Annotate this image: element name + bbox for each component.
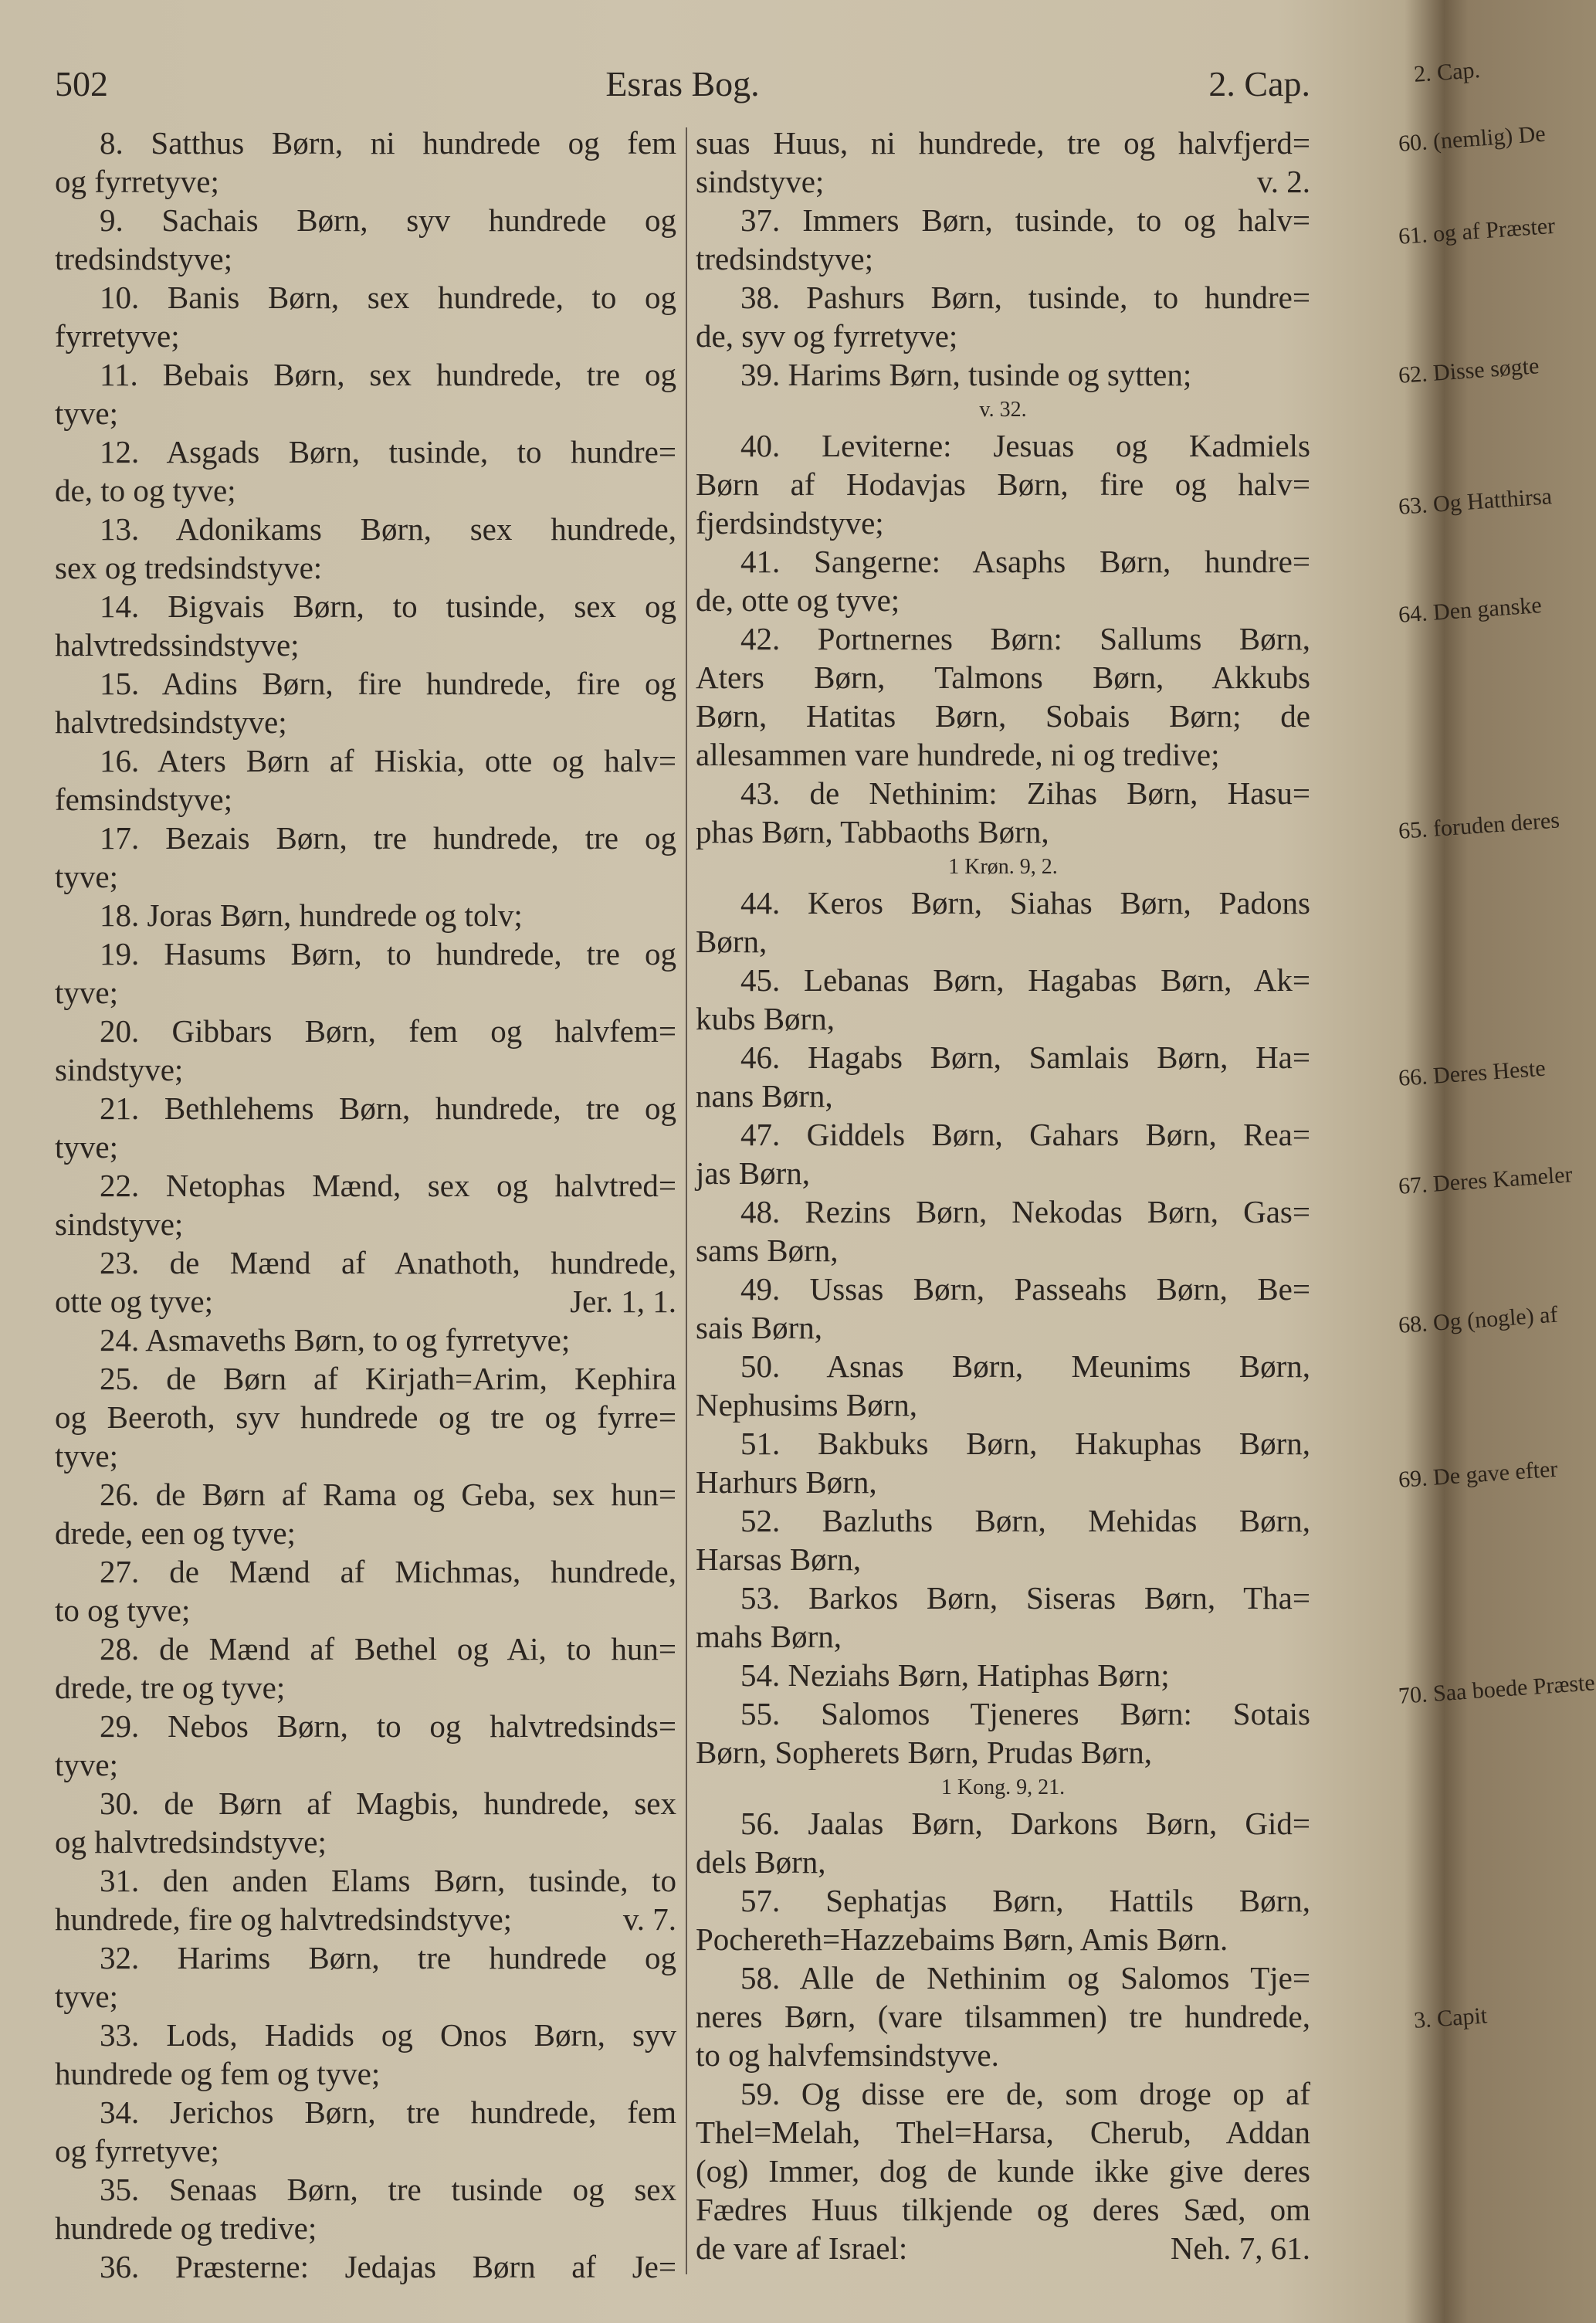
text-line — [696, 1192, 1310, 1231]
line-text: 15. Adins Børn, fire hundrede, fire og — [100, 666, 676, 701]
line-text: fyrretyve; — [55, 318, 180, 354]
line-text: tyve; — [55, 859, 118, 894]
line-text: 21. Bethlehems Børn, hundrede, tre og — [100, 1090, 676, 1126]
line-text: de, to og tyve; — [55, 473, 236, 508]
line-text: tyve; — [55, 1438, 118, 1473]
text-line — [696, 735, 1310, 774]
cross-reference: 1 Kong. 9, 21. — [940, 1775, 1066, 1799]
line-text: halvtredssindstyve; — [55, 627, 300, 663]
text-line — [696, 1540, 1310, 1579]
text-line — [696, 922, 1310, 961]
text-line — [55, 548, 676, 587]
line-text: 44. Keros Børn, Siahas Børn, Padons — [740, 885, 1310, 921]
text-line — [55, 780, 676, 819]
text-line — [696, 1308, 1310, 1347]
text-line — [696, 1843, 1310, 1881]
line-text: dels Børn, — [696, 1844, 826, 1880]
next-page-fragment: 63. Og Hatthirsa — [1398, 483, 1553, 520]
line-text: sindstyve; — [55, 1052, 184, 1087]
text-line — [55, 124, 676, 162]
text-line — [55, 1861, 676, 1900]
line-text: kubs Børn, — [696, 1001, 835, 1036]
text-line — [696, 1694, 1310, 1733]
line-text: 32. Harims Børn, tre hundrede og — [100, 1940, 676, 1975]
text-line — [696, 355, 1310, 394]
text-line — [55, 587, 676, 626]
line-text: 45. Lebanas Børn, Hagabas Børn, Ak= — [740, 962, 1310, 998]
verse — [696, 2074, 1310, 2267]
text-line — [696, 124, 1310, 162]
verse — [696, 883, 1310, 961]
line-text: fjerdsindstyve; — [696, 505, 884, 541]
line-text: allesammen vare hundrede, ni og tredive; — [696, 737, 1220, 772]
line-text: 19. Hasums Børn, to hundrede, tre og — [100, 936, 676, 972]
line-text: 29. Nebos Børn, to og halvtredsinds= — [100, 1708, 676, 1744]
line-text: phas Børn, Tabbaoths Børn, — [696, 814, 1049, 850]
line-text: og fyrretyve; — [55, 164, 219, 199]
line-text: tyve; — [55, 975, 118, 1010]
verse — [55, 510, 676, 587]
cross-reference: 1 Krøn. 9, 2. — [948, 855, 1058, 879]
text-line — [55, 2247, 676, 2286]
text-line — [55, 239, 676, 278]
text-line — [55, 1128, 676, 1166]
text-line — [696, 1231, 1310, 1270]
text-line — [696, 1463, 1310, 1501]
text-line — [55, 2209, 676, 2247]
line-text: 28. de Mænd af Bethel og Ai, to hun= — [100, 1631, 676, 1667]
text-line — [55, 201, 676, 239]
text-line — [55, 510, 676, 548]
text-line — [55, 1784, 676, 1823]
line-text: 41. Sangerne: Asaphs Børn, hundre= — [740, 544, 1310, 579]
line-text: 54. Neziahs Børn, Hatiphas Børn; — [740, 1657, 1170, 1693]
text-line — [55, 2054, 676, 2093]
line-text: 39. Harims Børn, tusinde og sytten; — [740, 357, 1192, 392]
text-line — [696, 812, 1310, 851]
verse — [55, 587, 676, 664]
verse — [696, 1038, 1310, 1115]
line-text: otte og tyve; — [55, 1284, 213, 1319]
text-line — [696, 1154, 1310, 1192]
line-text: de, otte og tyve; — [696, 582, 900, 618]
next-page-fragment: 60. (nemlig) De — [1398, 120, 1547, 157]
next-page-fragment: 66. Deres Heste — [1398, 1055, 1547, 1091]
text-line — [696, 961, 1310, 999]
text-line — [55, 1359, 676, 1398]
line-text: sais Børn, — [696, 1310, 822, 1345]
line-text: to og halvfemsindstyve. — [696, 2037, 999, 2073]
verse — [696, 961, 1310, 1038]
chapter-label: 2. Cap. — [1208, 64, 1310, 103]
line-text: sindstyve; — [696, 164, 825, 199]
line-text: 38. Pashurs Børn, tusinde, to hundre= — [740, 280, 1310, 315]
line-text: tyve; — [55, 1979, 118, 2014]
text-line — [55, 162, 676, 201]
text-line — [55, 1475, 676, 1514]
verse — [55, 1938, 676, 2016]
line-text: 14. Bigvais Børn, to tusinde, sex og — [100, 588, 676, 624]
text-line — [696, 162, 1310, 201]
verse — [55, 896, 676, 934]
line-text: jas Børn, — [696, 1155, 811, 1191]
line-text: tyve; — [55, 1129, 118, 1165]
line-text: 23. de Mænd af Anathoth, hundrede, — [100, 1245, 676, 1280]
line-text: 26. de Børn af Rama og Geba, sex hun= — [100, 1477, 676, 1512]
verse — [696, 1656, 1310, 1694]
text-line — [696, 2036, 1310, 2074]
line-text: suas Huus, ni hundrede, tre og halvfjerd= — [696, 125, 1310, 161]
text-line — [696, 1579, 1310, 1617]
text-line — [696, 1997, 1310, 2036]
line-text: 57. Sephatjas Børn, Hattils Børn, — [740, 1883, 1310, 1918]
line-text: Fædres Huus tilkjende og deres Sæd, om — [696, 2192, 1310, 2227]
text-line — [55, 1977, 676, 2016]
line-text: Aters Børn, Talmons Børn, Akkubs — [696, 660, 1310, 695]
text-line — [55, 1900, 676, 1938]
verse — [55, 355, 676, 432]
text-line — [55, 1398, 676, 1436]
next-page-fragment: 65. foruden deres — [1398, 807, 1560, 844]
verse — [696, 1424, 1310, 1501]
line-text: 30. de Børn af Magbis, hundrede, sex — [100, 1785, 676, 1821]
verse — [696, 426, 1310, 542]
line-text: hundrede, fire og halvtredsindstyve; — [55, 1901, 513, 1937]
line-text: 47. Giddels Børn, Gahars Børn, Rea= — [740, 1117, 1310, 1152]
text-line — [696, 1038, 1310, 1077]
text-line — [696, 1733, 1310, 1772]
verse — [55, 1359, 676, 1475]
right-text-column — [696, 124, 1310, 2267]
text-line — [55, 1823, 676, 1861]
text-line — [696, 1424, 1310, 1463]
line-text: drede, tre og tyve; — [55, 1670, 286, 1705]
text-line — [696, 1347, 1310, 1385]
line-text: Pochereth=Hazzebaims Børn, Amis Børn. — [696, 1921, 1228, 1957]
line-text: 8. Satthus Børn, ni hundrede og fem — [100, 125, 676, 161]
line-text: og fyrretyve; — [55, 2133, 219, 2169]
line-text: og Beeroth, syv hundrede og tre og fyrre= — [55, 1399, 676, 1435]
verse — [55, 1784, 676, 1861]
text-line — [696, 697, 1310, 735]
line-text: Børn af Hodavjas Børn, fire og halv= — [696, 466, 1310, 502]
verse — [55, 2247, 676, 2286]
verse — [55, 1321, 676, 1359]
line-text: nans Børn, — [696, 1078, 833, 1114]
line-text: to og tyve; — [55, 1592, 191, 1628]
line-text: de vare af Israel: — [696, 2230, 908, 2266]
verse — [696, 774, 1310, 851]
text-line — [696, 1804, 1310, 1843]
text-line — [696, 1385, 1310, 1424]
text-line — [55, 1668, 676, 1707]
text-line — [696, 2152, 1310, 2190]
text-line — [55, 1012, 676, 1050]
text-line — [696, 542, 1310, 581]
next-page-fragment: 68. Og (nogle) af — [1398, 1301, 1559, 1338]
text-line — [55, 741, 676, 780]
verse — [55, 201, 676, 278]
text-line — [696, 1881, 1310, 1920]
line-text: Harhurs Børn, — [696, 1464, 877, 1500]
text-line — [55, 1089, 676, 1128]
verse — [696, 1192, 1310, 1270]
verse — [55, 2170, 676, 2247]
text-line — [696, 1617, 1310, 1656]
line-text: og halvtredsindstyve; — [55, 1824, 327, 1860]
verse — [696, 1881, 1310, 1958]
text-line — [696, 1270, 1310, 1308]
verse — [55, 664, 676, 741]
text-line — [55, 857, 676, 896]
text-line — [55, 317, 676, 355]
line-text: 35. Senaas Børn, tre tusinde og sex — [100, 2172, 676, 2207]
line-text: Børn, — [696, 924, 768, 959]
text-line — [55, 934, 676, 973]
text-line — [696, 426, 1310, 465]
line-text: 13. Adonikams Børn, sex hundrede, — [100, 511, 676, 547]
text-line — [55, 2170, 676, 2209]
text-line — [696, 619, 1310, 658]
text-line — [696, 999, 1310, 1038]
text-line — [55, 1629, 676, 1668]
cross-reference-note: Neh. 7, 61. — [1170, 2230, 1310, 2266]
text-line — [55, 1707, 676, 1745]
verse — [55, 819, 676, 896]
verse — [696, 1694, 1310, 1772]
text-line — [55, 896, 676, 934]
line-text: 33. Lods, Hadids og Onos Børn, syv — [100, 2017, 676, 2053]
line-text: 48. Rezins Børn, Nekodas Børn, Gas= — [740, 1194, 1310, 1229]
next-page-fragment: 69. De gave efter — [1398, 1456, 1559, 1493]
line-text: drede, een og tyve; — [55, 1515, 296, 1551]
text-line — [55, 471, 676, 510]
running-header — [55, 63, 1310, 110]
text-line — [55, 703, 676, 741]
next-page-fragment: 62. Disse søgte — [1398, 353, 1540, 388]
line-text: 51. Bakbuks Børn, Hakuphas Børn, — [740, 1426, 1310, 1461]
text-line — [55, 2093, 676, 2131]
text-line — [55, 973, 676, 1012]
line-text: 58. Alle de Nethinim og Salomos Tje= — [740, 1960, 1310, 1996]
text-line — [696, 2229, 1310, 2267]
line-text: hundrede og tredive; — [55, 2210, 317, 2246]
text-line — [55, 1745, 676, 1784]
text-line — [55, 1166, 676, 1205]
text-line — [55, 1514, 676, 1552]
next-page-fragment: 70. Saa boede Præste — [1398, 1670, 1596, 1709]
verse — [55, 1552, 676, 1629]
line-text: 49. Ussas Børn, Passeahs Børn, Be= — [740, 1271, 1310, 1307]
verse — [696, 619, 1310, 774]
verse — [55, 1629, 676, 1707]
line-text: 24. Asmaveths Børn, to og fyrretyve; — [100, 1322, 571, 1358]
line-text: 18. Joras Børn, hundrede og tolv; — [100, 897, 523, 933]
text-line — [55, 1938, 676, 1977]
line-text: 55. Salomos Tjeneres Børn: Sotais — [740, 1696, 1310, 1731]
text-line — [696, 1958, 1310, 1997]
line-text: 53. Barkos Børn, Siseras Børn, Tha= — [740, 1580, 1310, 1616]
line-text: 43. de Nethinim: Zihas Børn, Hasu= — [740, 775, 1310, 811]
line-text: tredsindstyve; — [696, 241, 874, 276]
text-line — [696, 1501, 1310, 1540]
verse — [696, 1804, 1310, 1881]
line-text: Nephusims Børn, — [696, 1387, 917, 1423]
text-line — [696, 2190, 1310, 2229]
text-line — [696, 1115, 1310, 1154]
line-text: 22. Netophas Mænd, sex og halvtred= — [100, 1168, 676, 1203]
line-text: tyve; — [55, 1747, 118, 1782]
text-line — [55, 819, 676, 857]
line-text: 40. Leviterne: Jesuas og Kadmiels — [740, 428, 1310, 463]
verse — [696, 542, 1310, 619]
text-line — [696, 883, 1310, 922]
next-page-fragment: 64. Den ganske — [1398, 592, 1543, 628]
verse — [55, 1089, 676, 1166]
book-title: Esras Bog. — [605, 64, 760, 103]
line-text: 9. Sachais Børn, syv hundrede og — [100, 202, 676, 238]
line-text: 25. de Børn af Kirjath=Arim, Kephira — [100, 1361, 676, 1396]
line-text: sams Børn, — [696, 1233, 839, 1268]
text-line — [696, 239, 1310, 278]
line-text: tredsindstyve; — [55, 241, 233, 276]
line-text: 34. Jerichos Børn, tre hundrede, fem — [100, 2094, 676, 2130]
text-line — [696, 581, 1310, 619]
next-page-fragment: 61. og af Præster — [1398, 212, 1557, 249]
verse — [696, 1501, 1310, 1579]
verse — [55, 934, 676, 1012]
verse — [55, 1243, 676, 1321]
line-text: hundrede og fem og tyve; — [55, 2056, 381, 2091]
text-line — [55, 1243, 676, 1282]
text-line — [55, 355, 676, 394]
page-number: 502 — [55, 64, 108, 103]
text-line — [696, 1077, 1310, 1115]
line-text: mahs Børn, — [696, 1619, 842, 1654]
line-text: 59. Og disse ere de, som droge op af — [740, 2076, 1310, 2111]
line-text: neres Børn, (vare tilsammen) tre hundrede, — [696, 1999, 1310, 2034]
adjacent-page-edge — [1390, 0, 1596, 2323]
column-divider — [686, 127, 687, 2274]
verse — [55, 2016, 676, 2093]
next-page-fragment: 2. Cap. — [1413, 57, 1481, 87]
verse — [696, 124, 1310, 201]
line-text: 56. Jaalas Børn, Darkons Børn, Gid= — [740, 1806, 1310, 1841]
line-text: sindstyve; — [55, 1206, 184, 1242]
line-text: 46. Hagabs Børn, Samlais Børn, Ha= — [740, 1039, 1310, 1075]
left-text-column — [55, 124, 676, 2286]
line-text: de, syv og fyrretyve; — [696, 318, 958, 354]
verse — [696, 1270, 1310, 1347]
verse — [55, 1861, 676, 1938]
text-line — [55, 432, 676, 471]
cross-reference-note: Jer. 1, 1. — [570, 1284, 676, 1319]
line-text: 16. Aters Børn af Hiskia, otte og halv= — [100, 743, 676, 778]
text-line — [55, 1321, 676, 1359]
line-text: 50. Asnas Børn, Meunims Børn, — [740, 1348, 1310, 1384]
text-line — [55, 1552, 676, 1591]
text-line — [696, 317, 1310, 355]
verse — [55, 741, 676, 819]
verse — [696, 278, 1310, 355]
verse — [55, 1707, 676, 1784]
verse — [55, 1012, 676, 1089]
line-text: 17. Bezais Børn, tre hundrede, tre og — [100, 820, 676, 856]
verse — [696, 1347, 1310, 1424]
line-text: (og) Immer, dog de kunde ikke give deres — [696, 2153, 1310, 2189]
text-line — [696, 504, 1310, 542]
verse — [696, 355, 1310, 394]
text-line — [55, 278, 676, 317]
line-text: 11. Bebais Børn, sex hundrede, tre og — [100, 357, 676, 392]
line-text: 27. de Mænd af Michmas, hundrede, — [100, 1554, 676, 1589]
verse — [55, 1166, 676, 1243]
verse — [696, 1579, 1310, 1656]
line-text: 20. Gibbars Børn, fem og halvfem= — [100, 1013, 676, 1049]
verse — [55, 1475, 676, 1552]
text-line — [696, 1656, 1310, 1694]
line-text: 42. Portnernes Børn: Sallums Børn, — [740, 621, 1310, 656]
line-text: 52. Bazluths Børn, Mehidas Børn, — [740, 1503, 1310, 1538]
text-line — [696, 1920, 1310, 1958]
text-line — [55, 626, 676, 664]
text-line — [55, 1205, 676, 1243]
text-line — [55, 1050, 676, 1089]
text-line — [55, 1591, 676, 1629]
verse — [696, 201, 1310, 278]
cross-reference-note: v. 7. — [622, 1901, 676, 1937]
verse — [55, 124, 676, 201]
text-line — [55, 1282, 676, 1321]
text-line — [696, 201, 1310, 239]
cross-reference: v. 32. — [979, 398, 1027, 422]
text-line — [696, 465, 1310, 504]
text-line — [696, 2113, 1310, 2152]
verse — [55, 278, 676, 355]
text-line — [55, 394, 676, 432]
line-text: Thel=Melah, Thel=Harsa, Cherub, Addan — [696, 2114, 1310, 2150]
line-text: 37. Immers Børn, tusinde, to og halv= — [740, 202, 1310, 238]
text-line — [55, 2131, 676, 2170]
text-line — [696, 774, 1310, 812]
verse — [55, 432, 676, 510]
text-line — [55, 1436, 676, 1475]
text-line — [696, 2074, 1310, 2113]
text-line — [55, 2016, 676, 2054]
text-line — [696, 278, 1310, 317]
verse — [696, 1958, 1310, 2074]
verse — [696, 1115, 1310, 1192]
line-text: 12. Asgads Børn, tusinde, to hundre= — [100, 434, 676, 470]
line-text: tyve; — [55, 395, 118, 431]
next-page-fragment: 67. Deres Kameler — [1398, 1162, 1574, 1199]
cross-reference-note: v. 2. — [1256, 164, 1310, 199]
line-text: halvtredsindstyve; — [55, 704, 287, 740]
verse — [55, 2093, 676, 2170]
line-text: Børn, Hatitas Børn, Sobais Børn; de — [696, 698, 1310, 734]
line-text: Børn, Sopherets Børn, Prudas Børn, — [696, 1735, 1153, 1770]
line-text: femsindstyve; — [55, 782, 233, 817]
line-text: 31. den anden Elams Børn, tusinde, to — [100, 1863, 676, 1898]
line-text: sex og tredsindstyve: — [55, 550, 323, 585]
next-page-fragment: 3. Capit — [1413, 2003, 1489, 2033]
line-text: 36. Præsterne: Jedajas Børn af Je= — [100, 2249, 676, 2284]
text-line — [55, 664, 676, 703]
text-line — [696, 658, 1310, 697]
line-text: 10. Banis Børn, sex hundrede, to og — [100, 280, 676, 315]
line-text: Harsas Børn, — [696, 1541, 862, 1577]
